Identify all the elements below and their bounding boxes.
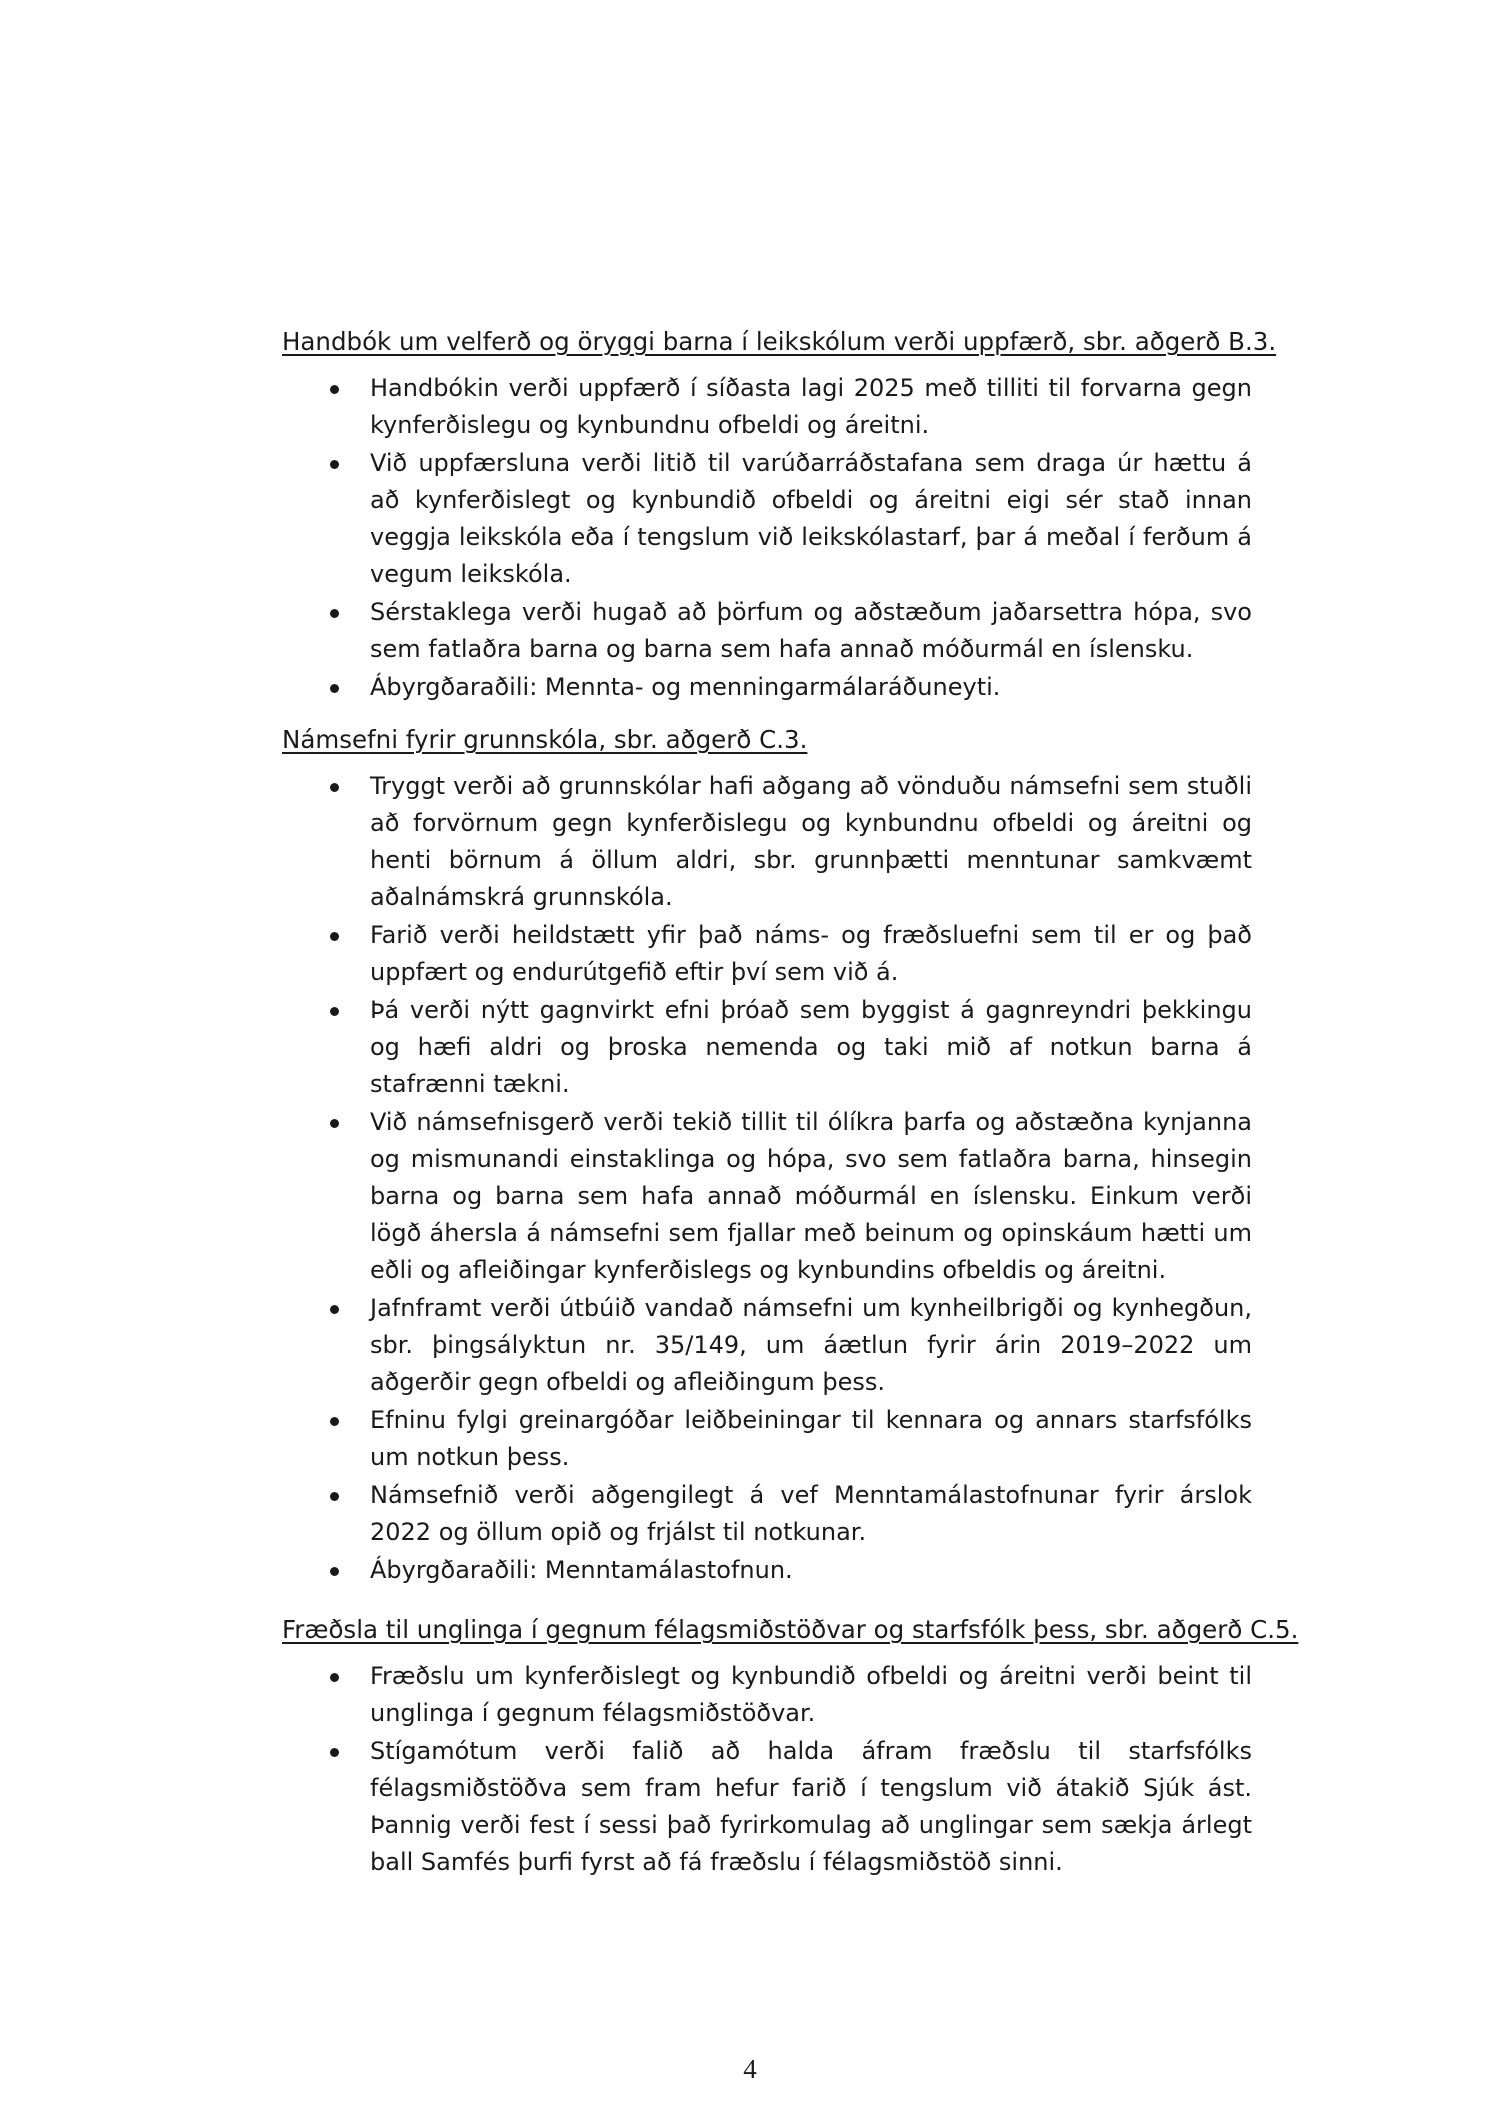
list-item bbox=[282, 370, 1252, 444]
bullet-icon bbox=[330, 385, 339, 394]
bullet-icon bbox=[330, 1119, 339, 1128]
list-item bbox=[282, 1290, 1252, 1401]
section-heading: Handbók um velferð og öryggi barna í leikskólum verði uppfærð, sbr. aðgerð B.3. bbox=[282, 327, 1277, 356]
list-item bbox=[282, 1658, 1252, 1732]
list-item-text: Ábyrgðaraðili: Menntamálastofnun. bbox=[370, 1556, 793, 1584]
list-item bbox=[282, 1477, 1252, 1551]
section-grunnskolar bbox=[282, 721, 1252, 1590]
bullet-icon bbox=[330, 932, 339, 941]
list-item-text: Við uppfærsluna verði litið til varúðarráðstafana sem draga úr hættu á að kynferðislegt og kynbundið ofbeldi og áreitni eigi sér stað innan veggja leikskóla eða í tengslum við leikskólastarf, þar á meðal í ferðum á vegum leikskóla. bbox=[370, 449, 1252, 588]
list-item-text: Farið verði heildstætt yfir það náms- og fræðsluefni sem til er og það uppfært og endurútgefið eftir því sem við á. bbox=[370, 921, 1252, 986]
section-heading: Námsefni fyrir grunnskóla, sbr. aðgerð C.3. bbox=[282, 725, 808, 754]
section-leikskolar bbox=[282, 323, 1277, 707]
list-item-text: Stígamótum verði falið að halda áfram fræðslu til starfsfólks félagsmiðstöðva sem fram hefur farið í tengslum við átakið Sjúk ást. Þannig verði fest í sessi það fyrirkomulag að unglingar sem sækja árlegt ball Samfés þurfi fyrst að fá fræðslu í félagsmiðstöð sinni. bbox=[370, 1737, 1252, 1876]
bullet-icon bbox=[330, 1748, 339, 1757]
list-item bbox=[282, 594, 1252, 668]
bullet-icon bbox=[330, 1567, 339, 1576]
list-item-text: Námsefnið verði aðgengilegt á vef Menntamálastofnunar fyrir árslok 2022 og öllum opið og frjálst til notkunar. bbox=[370, 1481, 1252, 1546]
list-item bbox=[282, 1402, 1252, 1476]
bullet-icon bbox=[330, 783, 339, 792]
list-item-text: Tryggt verði að grunnskólar hafi aðgang að vönduðu námsefni sem stuðli að forvörnum gegn kynferðislegu og kynbundnu ofbeldi og áreitni og henti börnum á öllum aldri, sbr. grunnþætti menntunar samkvæmt aðalnámskrá grunnskóla. bbox=[370, 772, 1252, 911]
page-number: 4 bbox=[743, 2054, 757, 2084]
section-felagsmidstodvar bbox=[282, 1611, 1299, 1882]
list-item-text: Efninu fylgi greinargóðar leiðbeiningar til kennara og annars starfsfólks um notkun þess. bbox=[370, 1406, 1252, 1471]
list-item bbox=[282, 445, 1252, 593]
list-item-text: Handbókin verði uppfærð í síðasta lagi 2025 með tilliti til forvarna gegn kynferðislegu og kynbundnu ofbeldi og áreitni. bbox=[370, 374, 1252, 439]
bullet-list bbox=[282, 1658, 1252, 1881]
list-item-text: Fræðslu um kynferðislegt og kynbundið ofbeldi og áreitni verði beint til unglinga í gegnum félagsmiðstöðvar. bbox=[370, 1662, 1252, 1727]
bullet-icon bbox=[330, 1673, 339, 1682]
bullet-icon bbox=[330, 1417, 339, 1426]
bullet-icon bbox=[330, 460, 339, 469]
bullet-list bbox=[282, 768, 1252, 1589]
list-item-text: Þá verði nýtt gagnvirkt efni þróað sem byggist á gagnreyndri þekkingu og hæfi aldri og þroska nemenda og taki mið af notkun barna á stafrænni tækni. bbox=[370, 996, 1252, 1098]
bullet-icon bbox=[330, 684, 339, 693]
list-item bbox=[282, 917, 1252, 991]
list-item-text: Jafnframt verði útbúið vandað námsefni um kynheilbrigði og kynhegðun, sbr. þingsályktun nr. 35/149, um áætlun fyrir árin 2019–2022 um aðgerðir gegn ofbeldi og afleiðingum þess. bbox=[370, 1294, 1252, 1396]
bullet-icon bbox=[330, 1007, 339, 1016]
section-heading: Fræðsla til unglinga í gegnum félagsmiðstöðvar og starfsfólk þess, sbr. aðgerð C.5. bbox=[282, 1615, 1299, 1644]
bullet-icon bbox=[330, 1492, 339, 1501]
list-item bbox=[282, 1733, 1252, 1881]
list-item-text: Sérstaklega verði hugað að þörfum og aðstæðum jaðarsettra hópa, svo sem fatlaðra barna og barna sem hafa annað móðurmál en íslensku. bbox=[370, 598, 1252, 663]
list-item-text: Ábyrgðaraðili: Mennta- og menningarmálaráðuneyti. bbox=[370, 673, 1001, 701]
list-item bbox=[282, 992, 1252, 1103]
bullet-icon bbox=[330, 1305, 339, 1314]
list-item bbox=[282, 1552, 1252, 1589]
list-item-text: Við námsefnisgerð verði tekið tillit til ólíkra þarfa og aðstæðna kynjanna og mismunandi einstaklinga og hópa, svo sem fatlaðra barna, hinsegin barna og barna sem hafa annað móðurmál en íslensku. Einkum verði lögð áhersla á námsefni sem fjallar með beinum og opinskáum hætti um eðli og afleiðingar kynferðislegs og kynbundins ofbeldis og áreitni. bbox=[370, 1108, 1252, 1284]
bullet-list bbox=[282, 370, 1252, 706]
list-item bbox=[282, 669, 1252, 706]
list-item bbox=[282, 1104, 1252, 1289]
bullet-icon bbox=[330, 609, 339, 618]
list-item bbox=[282, 768, 1252, 916]
